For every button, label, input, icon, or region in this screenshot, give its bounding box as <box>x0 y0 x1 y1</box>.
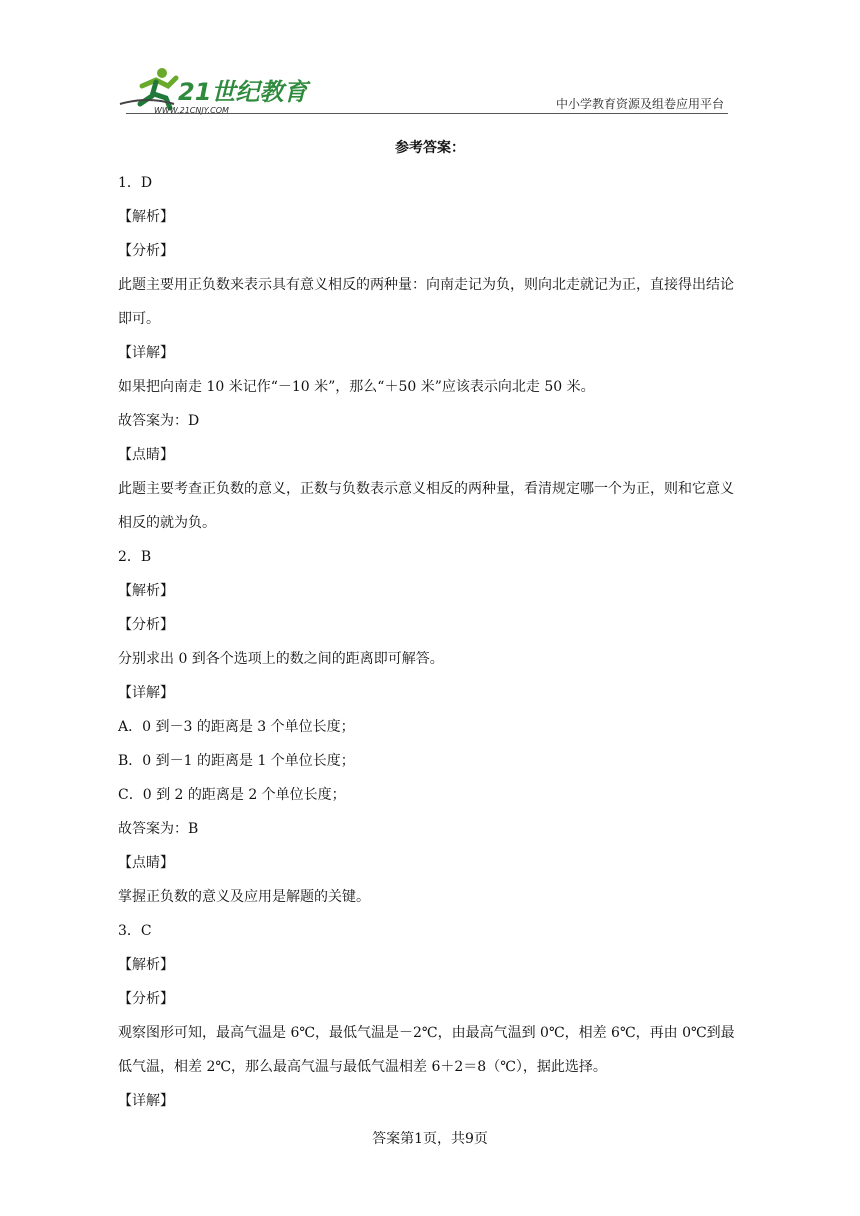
paragraph: 故答案为：D <box>118 413 200 429</box>
platform-name: 中小学教育资源及组卷应用平台 <box>555 97 724 111</box>
paragraph: 掌握正负数的意义及应用是解题的关键。 <box>118 889 370 905</box>
answer-content <box>118 166 738 1118</box>
svg-text:21世纪教育: 21世纪教育 <box>178 78 308 106</box>
page-title: 参考答案： <box>395 140 465 156</box>
page-header <box>118 64 728 116</box>
section-label: 【详解】 <box>118 685 174 701</box>
section-label: 【分析】 <box>118 991 174 1007</box>
section-label: 【解析】 <box>118 209 174 225</box>
paragraph: 此题主要用正负数来表示具有意义相反的两种量：向南走记为负，则向北走就记为正，直接得出结论即可。 <box>118 277 734 327</box>
header-rule <box>126 113 728 114</box>
21cnjy-logo <box>118 64 318 116</box>
section-label: 【点睛】 <box>118 447 174 463</box>
paragraph: A．0 到－3 的距离是 3 个单位长度； <box>118 719 355 735</box>
section-label: 【详解】 <box>118 1093 174 1109</box>
section-label: 【详解】 <box>118 345 174 361</box>
answer-heading: 3．C <box>118 923 152 939</box>
paragraph: B．0 到－1 的距离是 1 个单位长度； <box>118 753 355 769</box>
paragraph: 故答案为：B <box>118 821 199 837</box>
page-footer: 答案第1页，共9页 <box>372 1131 488 1147</box>
section-label: 【分析】 <box>118 243 174 259</box>
section-label: 【分析】 <box>118 617 174 633</box>
paragraph: C．0 到 2 的距离是 2 个单位长度； <box>118 787 346 803</box>
section-label: 【解析】 <box>118 583 174 599</box>
paragraph: 如果把向南走 10 米记作“－10 米”，那么“＋50 米”应该表示向北走 50 米。 <box>118 379 595 395</box>
paragraph: 观察图形可知，最高气温是 6℃，最低气温是－2℃，由最高气温到 0℃，相差 6℃，再由 0℃到最低气温，相差 2℃，那么最高气温与最低气温相差 6＋2＝8（℃），据此选择。 <box>118 1025 735 1075</box>
section-label: 【解析】 <box>118 957 174 973</box>
paragraph: 分别求出 0 到各个选项上的数之间的距离即可解答。 <box>118 651 444 667</box>
answer-heading: 2．B <box>118 549 152 565</box>
paragraph: 此题主要考查正负数的意义，正数与负数表示意义相反的两种量，看清规定哪一个为正，则和它意义相反的就为负。 <box>118 481 734 531</box>
section-label: 【点睛】 <box>118 855 174 871</box>
answer-heading: 1．D <box>118 175 153 191</box>
svg-text:WWW.21CNJY.COM: WWW.21CNJY.COM <box>154 106 229 115</box>
